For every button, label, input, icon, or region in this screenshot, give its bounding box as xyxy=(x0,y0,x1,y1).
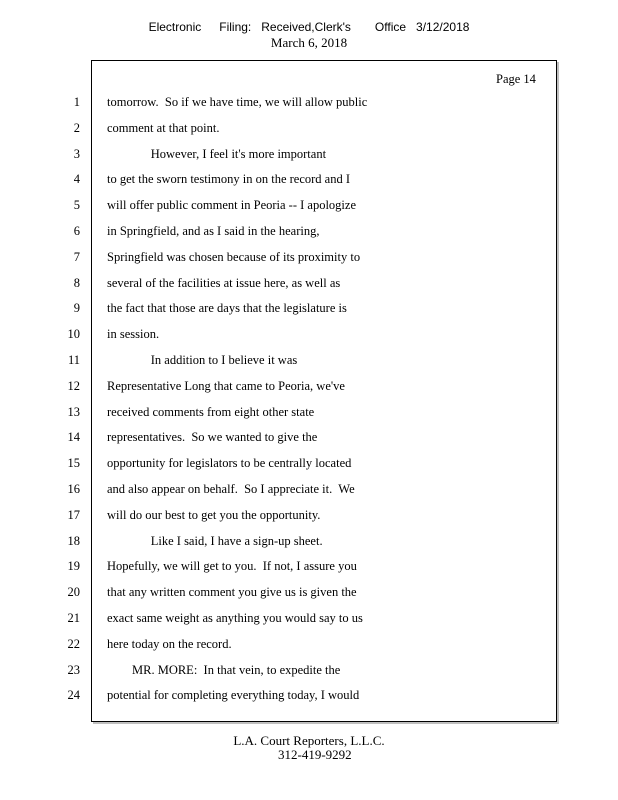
line-text: and also appear on behalf. So I appreciate it. We xyxy=(107,481,355,496)
reporter-phone: 312-419-9292 xyxy=(278,747,352,762)
line-text: will do our best to get you the opportunity. xyxy=(107,507,321,522)
hearing-date: March 6, 2018 xyxy=(270,35,348,50)
transcript-line xyxy=(0,582,618,608)
line-number: 2 xyxy=(73,120,80,135)
line-text: Like I said, I have a sign-up sheet. xyxy=(107,533,323,548)
page-number: Page 14 xyxy=(496,72,536,86)
line-text: opportunity for legislators to be centrally located xyxy=(107,456,352,471)
line-text: Springfield was chosen because of its proximity to xyxy=(107,249,361,264)
line-number: 17 xyxy=(67,507,80,522)
transcript-line xyxy=(0,350,618,376)
transcript-line xyxy=(0,685,618,711)
line-number: 11 xyxy=(67,352,80,367)
line-text: Representative Long that came to Peoria, we've xyxy=(107,378,345,393)
transcript-line xyxy=(0,376,618,402)
line-text: to get the sworn testimony in on the record and I xyxy=(107,172,350,187)
line-number: 9 xyxy=(73,301,80,316)
line-number: 1 xyxy=(73,95,80,109)
transcript-line xyxy=(0,92,618,118)
line-number: 23 xyxy=(67,662,80,677)
line-text: the fact that those are days that the legislature is xyxy=(107,301,347,316)
stamp-filing: Filing: xyxy=(219,20,252,34)
line-text: comment at that point. xyxy=(107,120,220,135)
line-number: 15 xyxy=(67,456,80,471)
line-text: However, I feel it's more important xyxy=(107,146,327,161)
line-text: exact same weight as anything you would say to us xyxy=(107,610,363,625)
line-number: 4 xyxy=(73,172,80,187)
transcript-line xyxy=(0,479,618,505)
line-text: that any written comment you give us is given the xyxy=(107,585,357,600)
line-text: potential for completing everything today, I would xyxy=(107,688,360,703)
line-number: 12 xyxy=(67,378,80,393)
transcript-line xyxy=(0,402,618,428)
transcript-line xyxy=(0,324,618,350)
transcript-line xyxy=(0,453,618,479)
line-number: 16 xyxy=(67,481,80,496)
line-number: 6 xyxy=(73,223,80,238)
line-text: representatives. So we wanted to give the xyxy=(107,430,318,445)
line-text: MR. MORE: In that vein, to expedite the xyxy=(107,662,341,677)
transcript-line xyxy=(0,144,618,170)
line-number: 24 xyxy=(67,688,80,703)
stamp-electronic: Electronic xyxy=(148,20,202,34)
line-number: 3 xyxy=(73,146,80,161)
transcript-line xyxy=(0,195,618,221)
transcript-line xyxy=(0,169,618,195)
stamp-office: Office xyxy=(374,20,407,34)
line-number: 7 xyxy=(73,249,80,264)
line-number: 22 xyxy=(67,636,80,651)
transcript-line xyxy=(0,505,618,531)
line-text: In addition to I believe it was xyxy=(107,352,298,367)
line-text: in Springfield, and as I said in the hearing, xyxy=(107,223,320,238)
transcript-lines xyxy=(0,92,618,711)
transcript-line xyxy=(0,427,618,453)
line-text: Hopefully, we will get to you. If not, I assure you xyxy=(107,559,357,574)
line-number: 14 xyxy=(67,430,80,445)
line-text: several of the facilities at issue here, as well as xyxy=(107,275,341,290)
line-number: 18 xyxy=(67,533,80,548)
filing-stamp xyxy=(0,20,618,34)
transcript-line xyxy=(0,660,618,686)
line-text: here today on the record. xyxy=(107,636,232,651)
transcript-line xyxy=(0,608,618,634)
transcript-line xyxy=(0,634,618,660)
line-number: 5 xyxy=(73,198,80,213)
line-number: 21 xyxy=(67,610,80,625)
line-text: will offer public comment in Peoria -- I apologize xyxy=(107,198,356,213)
transcript-line xyxy=(0,531,618,557)
line-number: 8 xyxy=(73,275,80,290)
line-number: 19 xyxy=(67,559,80,574)
line-text: received comments from eight other state xyxy=(107,404,315,419)
line-number: 13 xyxy=(67,404,80,419)
transcript-line xyxy=(0,247,618,273)
line-text: in session. xyxy=(107,327,160,342)
stamp-date: 3/12/2018 xyxy=(416,20,470,34)
transcript-line xyxy=(0,556,618,582)
transcript-line xyxy=(0,221,618,247)
line-number: 20 xyxy=(67,585,80,600)
transcript-line xyxy=(0,273,618,299)
stamp-received-clerks: Received,Clerk's xyxy=(261,20,351,34)
transcript-line xyxy=(0,298,618,324)
line-text: tomorrow. So if we have time, we will allow public xyxy=(107,95,368,109)
transcript-line xyxy=(0,118,618,144)
line-number: 10 xyxy=(67,327,80,342)
reporter-company: L.A. Court Reporters, L.L.C. xyxy=(233,733,385,748)
